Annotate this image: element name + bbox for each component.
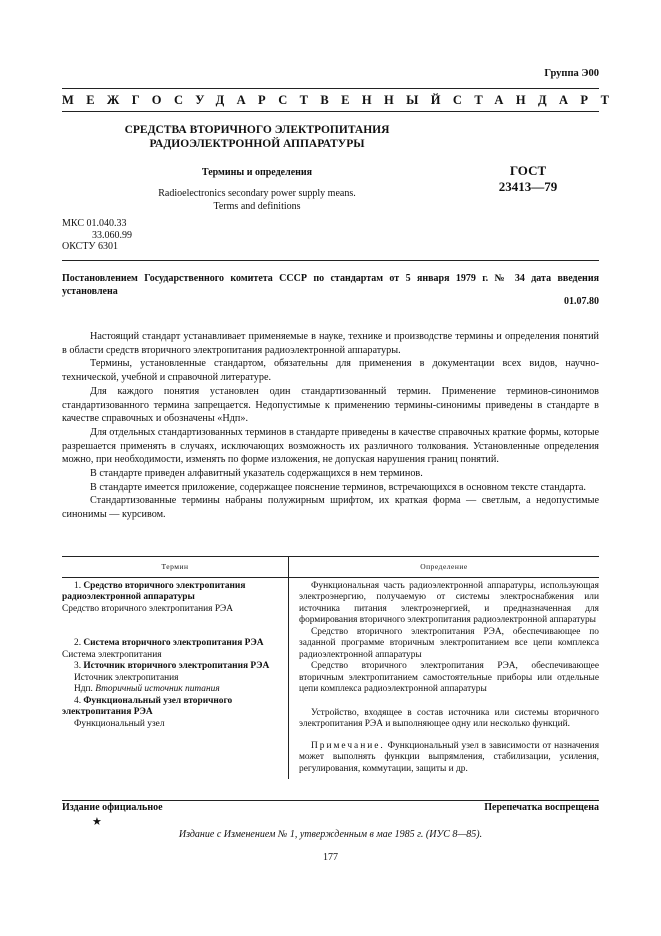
definition-3: Средство вторичного электропитания РЭА, обеспечивающее вторичным электропитанием самостоятельные приборы или отдельные цепи комплекса радиоэлектронной аппаратуры (299, 661, 599, 694)
decree-text: Постановлением Государственного комитета СССР по стандартам от 5 января 1979 г. № 34 дата введения установлена (62, 273, 599, 297)
table-row (62, 577, 599, 779)
top-rule (62, 88, 599, 89)
term-number: 2. (74, 638, 82, 648)
term-name: Функциональный узел вторичного электропитания РЭА (62, 695, 233, 717)
intro-paragraph: Стандартизованные термины набраны полужирным шрифтом, их краткая форма — светлым, а недопустимые синонимы — курсивом. (62, 495, 599, 521)
intro-paragraph: В стандарте приведен алфавитный указатель содержащихся в нем терминов. (90, 468, 423, 480)
banner-right: СТАНДАРТ (452, 93, 622, 107)
term-short-form: Источник электропитания (74, 672, 179, 683)
definition-cell (289, 577, 600, 779)
star-icon: ★ (92, 816, 102, 828)
note-text: Функциональный узел в зависимости от назначения может выполнять функции выпрямления, стабилизации, усиления, регулирования, коммутации, защиты и др. (299, 740, 600, 774)
intro-paragraph: В стандарте имеется приложение, содержащее пояснение терминов, встречающихся в основном тексте стандарта. (90, 481, 586, 493)
term-cell (62, 577, 289, 779)
footer-rule (62, 800, 599, 801)
okstu-code: ОКСТУ 6301 (62, 241, 119, 252)
effective-date: 01.07.80 (564, 296, 599, 307)
document-title (62, 123, 452, 151)
definition-4: Устройство, входящее в состав источника или системы вторичного электропитания РЭА и выполняющее одну или несколько функций. (299, 707, 599, 729)
definition-1: Функциональная часть радиоэлектронной аппаратуры, использующая электроэнергию, получаемую от системы электроснабжения или источника питания электроэнергией, и предназначенная для формирования вторичного электропитания радиоэлектронной аппаратуры (299, 580, 599, 625)
invalid-synonym: Вторичный источник питания (95, 684, 220, 694)
definition-2: Средство вторичного электропитания РЭА, обеспечивающее по заданной программе вторичным электропитанием все цепи комплекса радиоэлектронной аппаратуры (299, 626, 599, 660)
intro-paragraph: Настоящий стандарт устанавливает применяемые в науке, технике и производстве термины и определения понятий в области средств вторичного электропитания радиоэлектронной аппаратуры. (62, 331, 599, 356)
term-short-form: Система электропитания (62, 649, 162, 660)
term-short-form: Средство вторичного электропитания РЭА (62, 603, 234, 614)
document-subtitle: Термины и определения (201, 167, 313, 178)
decree-rule (62, 260, 599, 261)
gost-number (480, 163, 576, 195)
intro-paragraph: Для каждого понятия установлен один стандартизованный термин. Применение терминов-синонимов стандартизованного термина запрещается. Недопустимые к применению термины-синонимы приведены в стандарте в качестве справочных и обозначены «Ндп». (62, 385, 599, 425)
intro-paragraph: Термины, установленные стандартом, обязательны для применения в документации всех видов, научно-технической, учебной и справочной литературе. (62, 358, 599, 384)
gost-label: ГОСТ (509, 163, 547, 178)
banner-rule (62, 111, 599, 112)
standard-banner (62, 93, 622, 108)
title-line-2: РАДИОЭЛЕКТРОННОЙ АППАРАТУРЫ (149, 138, 365, 150)
mks-label: МКС (62, 218, 84, 229)
column-header-term: Термин (62, 557, 289, 578)
english-title (62, 187, 452, 213)
reprint-notice: Перепечатка воспрещена (484, 802, 599, 813)
mks-code-1: 01.040.33 (86, 218, 127, 229)
intro-paragraph: Для отдельных стандартизованных терминов в стандарте приведены в качестве справочных краткие формы, которые разрешается применять в случаях, исключающих возможность их различного толкования. Установленные определения можно, при необходимости, изменять по форме изложения, не допуская нарушения границ понятий. (62, 426, 599, 466)
classification-codes (62, 218, 132, 253)
edition-note: Издание с Изменением № 1, утвержденным в мае 1985 г. (ИУС 8—85). (178, 829, 483, 840)
term-number: 4. (74, 695, 82, 706)
term-name: Система вторичного электропитания РЭА (83, 638, 264, 648)
note-label: Примечание. (311, 740, 385, 751)
official-edition-label: Издание официальное (62, 802, 163, 813)
terms-table (62, 556, 599, 779)
title-line-1: СРЕДСТВА ВТОРИЧНОГО ЭЛЕКТРОПИТАНИЯ (124, 124, 390, 136)
note (299, 741, 599, 776)
term-number: 1. (74, 580, 82, 591)
column-header-definition: Определение (289, 557, 600, 578)
english-title-line-2: Terms and definitions (213, 201, 301, 212)
introduction (62, 330, 599, 522)
gost-code: 23413—79 (498, 179, 558, 194)
term-number: 3. (74, 661, 82, 671)
term-name: Средство вторичного электропитания радиоэлектронной аппаратуры (62, 580, 246, 602)
group-code: Группа Э00 (544, 68, 599, 79)
banner-left: МЕЖГОСУДАРСТВЕННЫЙ (62, 93, 453, 107)
term-short-form: Функциональный узел (74, 718, 165, 729)
term-name: Источник вторичного электропитания РЭА (83, 661, 270, 671)
mks-code-2: 33.060.99 (92, 229, 132, 241)
english-title-line-1: Radioelectronics secondary power supply means. (158, 188, 356, 199)
page-number: 177 (323, 852, 338, 863)
ndp-label: Ндп. (74, 684, 93, 694)
